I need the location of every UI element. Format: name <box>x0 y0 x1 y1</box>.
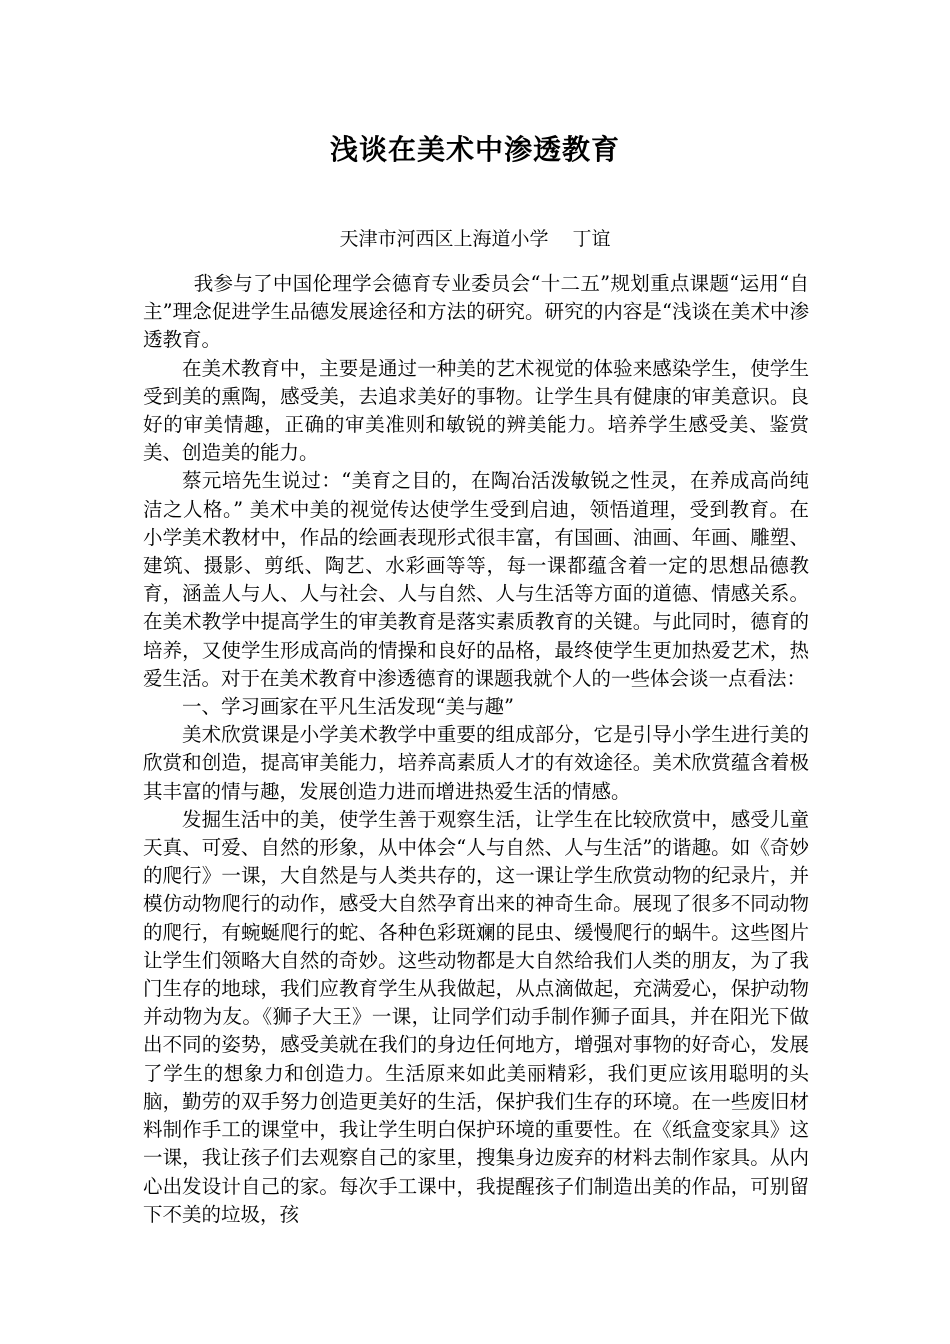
section-heading: 一、学习画家在平凡生活发现“美与趣” <box>182 695 514 719</box>
author-school: 天津市河西区上海道小学 <box>339 228 549 250</box>
paragraph: 在美术教育中，主要是通过一种美的艺术视觉的体验来感染学生，使学生受到美的熏陶，感受美，去追求美好的事物。让学生具有健康的审美意识。良好的审美情趣，正确的审美准则和敏锐的辨美能力。培养学生感受美、鉴赏美、创造美的能力。 <box>143 356 809 465</box>
paragraph: 我参与了中国伦理学会德育专业委员会“十二五”规划重点课题“运用“自主”理念促进学生品德发展途径和方法的研究。研究的内容是“浅谈在美术中渗透教育。 <box>143 272 809 352</box>
document-title: 浅谈在美术中渗透教育 <box>329 133 620 166</box>
author-name: 丁谊 <box>572 228 611 250</box>
document-body <box>143 270 809 1229</box>
paragraph: 美术欣赏课是小学美术教学中重要的组成部分，它是引导小学生进行美的欣赏和创造，提高审美能力，培养高素质人才的有效途径。美术欣赏蕴含着极其丰富的情与趣，发展创造力进而增进热爱生活的情感。 <box>143 723 809 803</box>
paragraph: 发掘生活中的美，使学生善于观察生活，让学生在比较欣赏中，感受儿童天真、可爱、自然的形象，从中体会“人与自然、人与生活”的谐趣。如《奇妙的爬行》一课，大自然是与人类共存的，这一课让学生欣赏动物的纪录片，并模仿动物爬行的动作，感受大自然孕育出来的神奇生命。展现了很多不同动物的爬行，有蜿蜒爬行的蛇、各种色彩斑斓的昆虫、缓慢爬行的蜗牛。这些图片让学生们领略大自然的奇妙。这些动物都是大自然给我们人类的朋友，为了我门生存的地球，我们应教育学生从我做起，从点滴做起，充满爱心，保护动物并动物为友。《狮子大王》一课，让同学们动手制作狮子面具，并在阳光下做出不同的姿势，感受美就在我们的身边任何地方，增强对事物的好奇心，发展了学生的想象力和创造力。生活原来如此美丽精彩，我们更应该用聪明的头脑，勤劳的双手努力创造更美好的生活，保护我们生存的环境。在一些废旧材料制作手工的课堂中，我让学生明白保护环境的重要性。在《纸盒变家具》这一课，我让孩子们去观察自己的家里，搜集身边废弃的材料去制作家具。从内心出发设计自己的家。每次手工课中，我提醒孩子们制造出美的作品，可别留下不美的垃圾，孩 <box>143 807 809 1226</box>
paragraph: 蔡元培先生说过：“美育之目的，在陶冶活泼敏锐之性灵，在养成高尚纯洁之人格。” 美术中美的视觉传达使学生受到启迪，领悟道理，受到教育。在小学美术教材中，作品的绘画表现形式很丰富，有国画、油画、年画、雕塑、建筑、摄影、剪纸、陶艺、水彩画等等，每一课都蕴含着一定的思想品德教育，涵盖人与人、人与社会、人与自然、人与生活等方面的道德、情感关系。在美术教学中提高学生的审美教育是落实素质教育的关键。与此同时，德育的培养，又使学生形成高尚的情操和良好的品格，最终使学生更加热爱艺术，热爱生活。对于在美术教育中渗透德育的课题我就个人的一些体会谈一点看法： <box>143 469 809 690</box>
author-line <box>0 226 950 252</box>
